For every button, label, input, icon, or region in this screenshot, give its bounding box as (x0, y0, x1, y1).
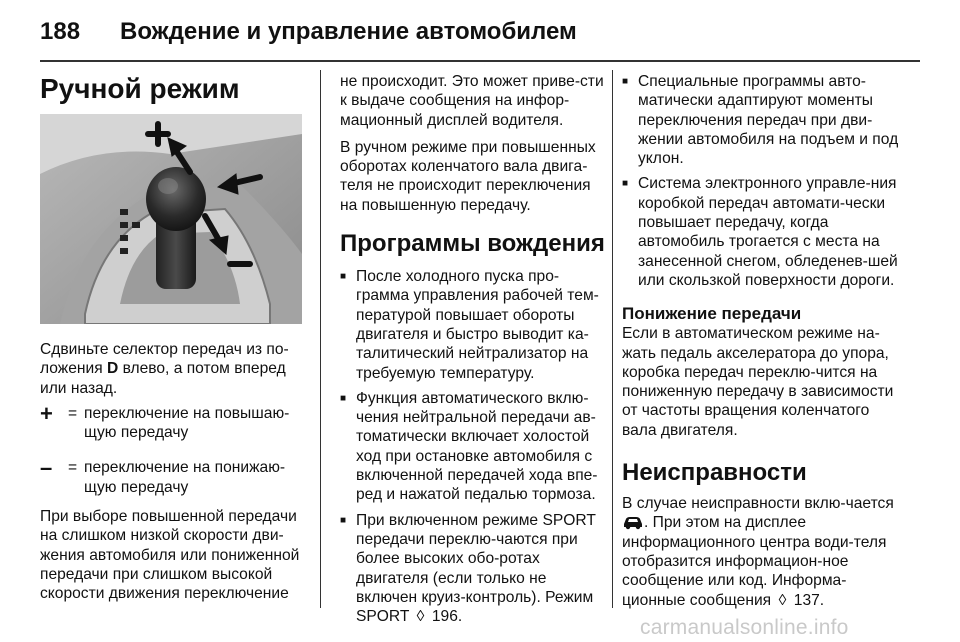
column-3 (622, 72, 904, 610)
bullet-icon: ■ (340, 514, 347, 526)
bullet-icon: ■ (340, 271, 347, 283)
paragraph-kickdown: Если в автоматическом режиме на-жать педаль акселератора до упора, коробка передач переклю-чится на пониженную передачу в зависимости от частоты вращения коленчатого вала двигателя. (622, 325, 894, 439)
intro-paragraph: Сдвиньте селектор передач из по-ложения D влево, а потом вперед или назад. (40, 341, 289, 397)
driving-programs-list (340, 267, 606, 626)
section-title-manual-mode: Ручной режим (40, 73, 240, 104)
paragraph-gear-selection: При выборе повышенной передачи на слишком низкой скорости дви-жения автомобиля или пониженной передачи при слишком высокой скорости движения переключение (40, 508, 300, 603)
list-item: ■ После холодного пуска про-грамма управления рабочей тем-пературой повышает обороты двигателя и быстро выводит ка-талитический нейтрализатор на требуемую температуру. (340, 268, 599, 382)
paragraph-manual-high-rpm: В ручном режиме при повышенных оборотах коленчатого вала двига-теля не происходит переключения на повышенную передачу. (340, 138, 596, 214)
page-reference-link[interactable]: 196. (431, 608, 463, 626)
legend-downshift: – = переключение на понижаю-щую передачу (40, 455, 286, 496)
page-reference-icon: ◊ (778, 591, 787, 609)
list-item: ■ Функция автоматического вклю-чения нейтральной передачи ав-томатически включает холостой ход при остановке автомобиля с включенной передачей хода впе-ред и нажатой педалью тормоза. (340, 389, 598, 504)
minus-icon: – (40, 455, 53, 481)
paragraph-continuation: не происходит. Это может приве-сти к выдаче сообщения на инфор-мационный дисплей водителя. (340, 73, 604, 129)
paragraph-faults: В случае неисправности вклю-чается . При этом на дисплее информационного центра води-теля отобразится информацион-ное сообщение или код. Информа-ционные сообщения ◊ 137. (622, 495, 894, 609)
page-reference-link[interactable]: 137. (793, 591, 825, 609)
page-number: 188 (40, 18, 81, 45)
bullet-icon: ■ (622, 76, 629, 87)
list-item: ■ Система электронного управле-ния коробкой передач автомати-чески повышает передачу, когда автомобиль трогается с места на занесенной снегом, обледенев-шей или скользкой поверхности дороги. (622, 175, 898, 289)
legend-upshift: + = переключение на повышаю-щую передачу (40, 400, 290, 442)
plus-icon: + (40, 400, 53, 426)
list-item: ■ Специальные программы авто-матически адаптируют моменты переключения передач при дви-жении автомобиля на подъем и под уклон. (622, 73, 899, 168)
running-title: Вождение и управление автомобилем (120, 18, 577, 45)
column-2 (340, 72, 606, 632)
section-title-kickdown: Понижение передачи (622, 304, 802, 324)
bullet-icon: ■ (340, 392, 347, 404)
header-divider (40, 60, 920, 62)
section-title-driving-programs: Программы вождения (340, 230, 605, 258)
column-divider (612, 70, 613, 608)
section-title-faults: Неисправности (622, 459, 807, 487)
list-item: ■ При включенном режиме SPORT передачи переклю-чаются при более высоких обо-ротах двигателя (если только не включен круиз-контроль). Режим SPORT ◊ 196. (340, 511, 596, 626)
column-divider (320, 70, 321, 608)
gear-selector-photo (40, 114, 302, 324)
special-programs-list (622, 72, 904, 290)
bullet-icon: ■ (622, 178, 629, 190)
watermark: carmanualsonline.info (640, 616, 849, 639)
page-reference-icon: ◊ (416, 608, 425, 626)
car-service-icon (622, 514, 644, 530)
page-header (40, 18, 920, 50)
column-1 (40, 72, 302, 604)
